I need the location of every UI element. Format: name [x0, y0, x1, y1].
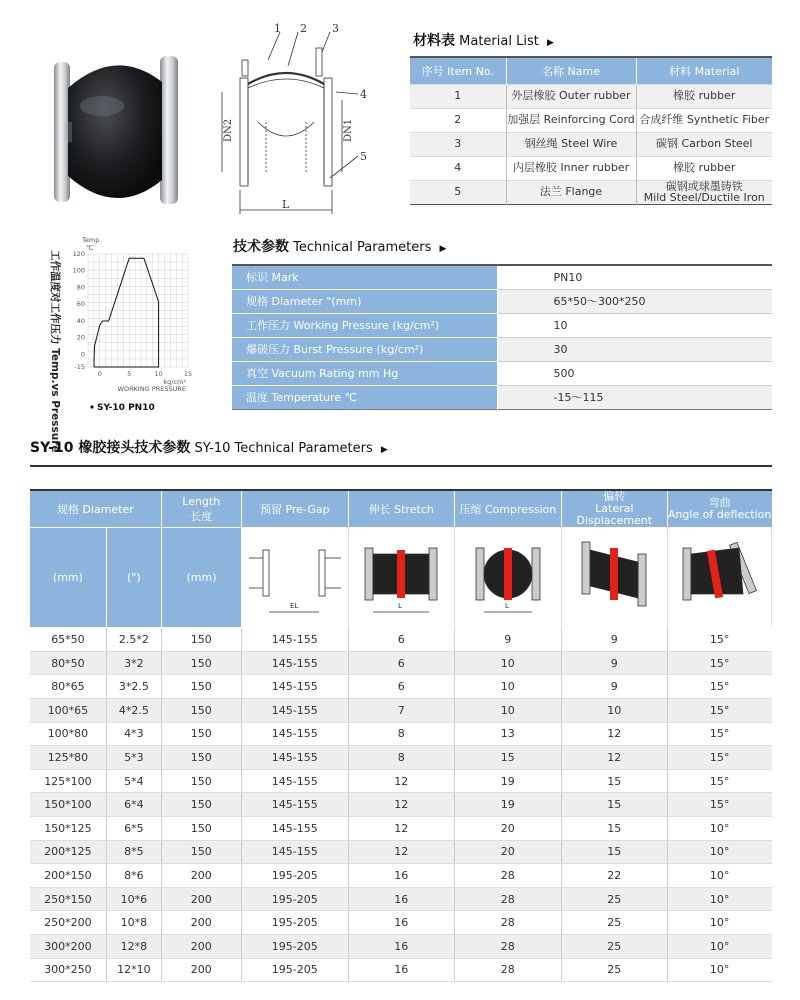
material-header-item: 序号 Item No. [410, 57, 506, 84]
table-cell: 150 [161, 628, 241, 652]
table-row [30, 722, 772, 746]
tech-row [232, 361, 772, 385]
material-table [410, 56, 772, 205]
sy10-title [30, 437, 388, 457]
stretch-diagram-cell [348, 528, 454, 628]
table-row [30, 935, 772, 959]
table-cell: 10 [454, 699, 561, 723]
table-cell: 195-205 [241, 958, 348, 982]
table-cell: 15° [667, 675, 771, 699]
table-cell: 150 [161, 793, 241, 817]
tech-row [232, 385, 772, 409]
table-cell: 15° [667, 628, 771, 652]
table-cell: 145-155 [241, 699, 348, 723]
table-cell: 100*80 [30, 722, 106, 746]
table-cell: 5*4 [106, 769, 161, 793]
material-cell: 内层橡胶 Inner rubber [506, 156, 636, 180]
table-cell: 6*4 [106, 793, 161, 817]
table-row [30, 651, 772, 675]
table-row [30, 746, 772, 770]
header-length-en: Length [182, 494, 221, 508]
table-cell: 9 [454, 628, 561, 652]
unit-length: (mm) [161, 528, 241, 628]
table-cell: 28 [454, 887, 561, 911]
triangle-arrow-icon: ▶ [439, 244, 447, 254]
table-cell: 10 [454, 675, 561, 699]
material-row [410, 132, 772, 156]
sy10-table [30, 489, 772, 982]
header-length-cn: 长度 [190, 509, 213, 523]
compression-diagram-cell [454, 528, 561, 628]
table-cell: 10° [667, 935, 771, 959]
table-cell: 150 [161, 840, 241, 864]
table-cell: 20 [454, 840, 561, 864]
y-tick-label: 80 [76, 283, 85, 292]
sy10-title-cn: SY-10 橡胶接头技术参数 [30, 440, 191, 456]
material-cell: 外层橡胶 Outer rubber [506, 84, 636, 108]
material-cell: 碳钢 Carbon Steel [636, 132, 772, 156]
tech-key: 温度 Temperature ℃ [232, 385, 497, 409]
header-compression: 压缩 Compression [454, 490, 561, 528]
material-cell: 2 [410, 108, 506, 132]
table-cell: 19 [454, 793, 561, 817]
table-cell: 200 [161, 864, 241, 888]
tech-value: PN10 [497, 265, 772, 289]
table-cell: 150 [161, 769, 241, 793]
table-row [30, 675, 772, 699]
table-cell: 250*200 [30, 911, 106, 935]
tech-row [232, 265, 772, 289]
y-axis-unit: ℃ [86, 244, 94, 252]
table-cell: 16 [348, 887, 454, 911]
material-cell: 加强层 Reinforcing Cord [506, 108, 636, 132]
table-cell: 5*3 [106, 746, 161, 770]
y-tick-label: 100 [72, 266, 85, 275]
table-cell: 15° [667, 746, 771, 770]
tech-key: 标识 Mark [232, 265, 497, 289]
table-cell: 150 [161, 722, 241, 746]
table-cell: 9 [561, 651, 667, 675]
table-cell: 15 [561, 769, 667, 793]
table-cell: 12 [348, 840, 454, 864]
material-cell: 合成纤维 Synthetic Fiber [636, 108, 772, 132]
x-tick-label: 10 [154, 370, 163, 378]
table-cell: 6 [348, 628, 454, 652]
table-cell: 145-155 [241, 746, 348, 770]
triangle-arrow-icon: ▶ [546, 38, 554, 48]
material-row [410, 156, 772, 180]
table-cell: 8*6 [106, 864, 161, 888]
sy10-body [30, 628, 772, 982]
table-cell: 25 [561, 958, 667, 982]
header-lateral [561, 490, 667, 528]
table-cell: 150 [161, 651, 241, 675]
y-tick-label: 60 [76, 300, 85, 309]
table-cell: 25 [561, 911, 667, 935]
table-cell: 145-155 [241, 722, 348, 746]
y-axis-label: Temp [82, 236, 100, 244]
diagram-dim-dn1: DN1 [343, 118, 354, 142]
table-cell: 195-205 [241, 911, 348, 935]
material-header-row [410, 57, 772, 84]
chart-title: 工作温度对工作压力 Temp.vs Pressure [49, 250, 61, 453]
material-list-title [413, 30, 554, 50]
table-cell: 2.5*2 [106, 628, 161, 652]
table-cell: 100*65 [30, 699, 106, 723]
diagram-label-3: 3 [332, 22, 339, 35]
table-cell: 15° [667, 651, 771, 675]
tech-title [233, 236, 446, 256]
diagram-label-5: 5 [360, 150, 367, 163]
table-cell: 150 [161, 817, 241, 841]
y-tick-label: 120 [72, 250, 85, 258]
diagram-label-2: 2 [300, 22, 307, 35]
table-cell: 80*65 [30, 675, 106, 699]
tech-value: 30 [497, 337, 772, 361]
tech-key: 工作压力 Working Pressure (kg/cm²) [232, 313, 497, 337]
table-cell: 20 [454, 817, 561, 841]
section-drawing [218, 22, 386, 222]
table-cell: 145-155 [241, 651, 348, 675]
compression-diagram [458, 528, 558, 624]
table-cell: 28 [454, 958, 561, 982]
y-tick-label: 20 [76, 333, 85, 342]
angle-diagram [669, 528, 769, 624]
tech-key: 爆破压力 Burst Pressure (kg/cm²) [232, 337, 497, 361]
table-row [30, 958, 772, 982]
table-cell: 200 [161, 911, 241, 935]
triangle-arrow-icon: ▶ [380, 445, 388, 455]
table-cell: 6*5 [106, 817, 161, 841]
table-row [30, 769, 772, 793]
header-angle [667, 490, 771, 528]
material-cell: 橡胶 rubber [636, 84, 772, 108]
table-cell: 3*2.5 [106, 675, 161, 699]
table-cell: 10 [454, 651, 561, 675]
table-row [30, 793, 772, 817]
header-lateral-cn: 偏转 [603, 490, 626, 503]
table-cell: 125*80 [30, 746, 106, 770]
diagram-label-4: 4 [360, 88, 367, 101]
x-tick-label: 5 [127, 370, 132, 378]
sy10-rule [30, 465, 772, 467]
tech-value: 500 [497, 361, 772, 385]
table-cell: 16 [348, 958, 454, 982]
table-cell: 12 [561, 722, 667, 746]
header-length [161, 490, 241, 528]
table-cell: 200 [161, 935, 241, 959]
material-cell: 4 [410, 156, 506, 180]
table-cell: 15 [561, 840, 667, 864]
sy10-header-row [30, 490, 772, 528]
compression-l-label: L [504, 602, 509, 611]
pregap-diagram-cell [241, 528, 348, 628]
material-row [410, 108, 772, 132]
tech-title-en: Technical Parameters [293, 240, 432, 255]
table-cell: 15° [667, 769, 771, 793]
temp-pressure-chart [62, 232, 212, 413]
table-cell: 10° [667, 817, 771, 841]
material-cell: 橡胶 rubber [636, 156, 772, 180]
table-cell: 15° [667, 793, 771, 817]
table-row [30, 699, 772, 723]
table-cell: 195-205 [241, 935, 348, 959]
material-cell-line2: Mild Steel/Ductile Iron [643, 191, 765, 205]
pregap-el-label: EL [289, 602, 299, 611]
table-cell: 200*125 [30, 840, 106, 864]
material-cell: 钢丝绳 Steel Wire [506, 132, 636, 156]
table-cell: 25 [561, 935, 667, 959]
header-angle-cn: 弯曲 [708, 496, 731, 510]
diagram-label-1: 1 [274, 22, 281, 35]
table-cell: 145-155 [241, 769, 348, 793]
table-cell: 15 [454, 746, 561, 770]
table-cell: 7 [348, 699, 454, 723]
table-cell: 145-155 [241, 628, 348, 652]
table-cell: 150 [161, 746, 241, 770]
x-axis-label: WORKING PRESSURE [117, 385, 186, 393]
table-cell: 65*50 [30, 628, 106, 652]
table-cell: 145-155 [241, 817, 348, 841]
table-cell: 6 [348, 675, 454, 699]
table-cell: 4*2.5 [106, 699, 161, 723]
material-title-cn: 材料表 [413, 33, 455, 49]
material-header-material: 材料 Material [636, 57, 772, 84]
table-cell: 16 [348, 911, 454, 935]
pregap-diagram [245, 528, 345, 624]
chart-title-vertical [24, 248, 61, 453]
table-cell: 150 [161, 699, 241, 723]
header-diameter: 规格 Diameter [30, 490, 161, 528]
table-cell: 250*150 [30, 887, 106, 911]
lateral-diagram-cell [561, 528, 667, 628]
table-cell: 22 [561, 864, 667, 888]
table-cell: 10*6 [106, 887, 161, 911]
table-cell: 28 [454, 935, 561, 959]
header-pregap: 预留 Pre-Gap [241, 490, 348, 528]
tech-title-cn: 技术参数 [233, 239, 289, 255]
tech-key: 规格 Diameter "(mm) [232, 289, 497, 313]
table-cell: 3*2 [106, 651, 161, 675]
tech-value: 10 [497, 313, 772, 337]
unit-mm: (mm) [30, 528, 106, 628]
material-cell: 法兰 Flange [506, 180, 636, 204]
table-cell: 9 [561, 628, 667, 652]
table-cell: 19 [454, 769, 561, 793]
lateral-diagram [564, 528, 664, 624]
table-cell: 15 [561, 793, 667, 817]
table-cell: 15° [667, 699, 771, 723]
material-cell-line1: 碳钢或球墨铸铁 [665, 179, 743, 193]
table-row [30, 628, 772, 652]
table-cell: 25 [561, 887, 667, 911]
table-cell: 28 [454, 864, 561, 888]
table-cell: 15 [561, 817, 667, 841]
table-cell: 12*8 [106, 935, 161, 959]
table-cell: 15° [667, 722, 771, 746]
stretch-diagram [351, 528, 451, 624]
y-tick-label: -15 [74, 363, 85, 371]
material-row [410, 84, 772, 108]
table-cell: 200 [161, 958, 241, 982]
angle-diagram-cell [667, 528, 771, 628]
table-cell: 10° [667, 958, 771, 982]
table-cell: 195-205 [241, 887, 348, 911]
material-cell: 3 [410, 132, 506, 156]
tech-key: 真空 Vacuum Rating mm Hg [232, 361, 497, 385]
table-cell: 300*200 [30, 935, 106, 959]
legend-label: SY-10 PN10 [97, 403, 155, 413]
table-cell: 6 [348, 651, 454, 675]
table-cell: 12*10 [106, 958, 161, 982]
table-cell: 10° [667, 864, 771, 888]
tech-value: 65*50～300*250 [497, 289, 772, 313]
table-cell: 8 [348, 722, 454, 746]
material-row [410, 180, 772, 204]
table-cell: 10° [667, 887, 771, 911]
table-cell: 10° [667, 840, 771, 864]
y-tick-label: 40 [76, 316, 85, 325]
table-row [30, 911, 772, 935]
table-cell: 10 [561, 699, 667, 723]
table-cell: 4*3 [106, 722, 161, 746]
x-tick-label: 0 [97, 370, 102, 378]
material-title-en: Material List [459, 34, 539, 49]
header-stretch: 伸长 Stretch [348, 490, 454, 528]
material-cell: 1 [410, 84, 506, 108]
table-cell: 16 [348, 935, 454, 959]
table-cell: 145-155 [241, 675, 348, 699]
legend-bullet [90, 405, 93, 408]
table-cell: 150*125 [30, 817, 106, 841]
table-cell: 12 [348, 793, 454, 817]
table-cell: 145-155 [241, 793, 348, 817]
product-photo [44, 52, 188, 212]
table-cell: 8 [348, 746, 454, 770]
table-cell: 28 [454, 911, 561, 935]
diagram-dim-length: L [282, 198, 290, 211]
table-cell: 125*100 [30, 769, 106, 793]
material-header-name: 名称 Name [506, 57, 636, 84]
table-cell: 13 [454, 722, 561, 746]
table-cell: 10° [667, 911, 771, 935]
y-tick-label: 0 [80, 350, 85, 359]
table-cell: 8*5 [106, 840, 161, 864]
tech-value: -15～115 [497, 385, 772, 409]
table-cell: 80*50 [30, 651, 106, 675]
table-cell: 16 [348, 864, 454, 888]
unit-inch: (") [106, 528, 161, 628]
tech-row [232, 337, 772, 361]
material-cell: 5 [410, 180, 506, 204]
table-cell: 10*8 [106, 911, 161, 935]
table-cell: 12 [561, 746, 667, 770]
table-cell: 195-205 [241, 864, 348, 888]
table-cell: 9 [561, 675, 667, 699]
table-cell: 12 [348, 817, 454, 841]
table-cell: 200*150 [30, 864, 106, 888]
stretch-l-label: L [398, 602, 403, 611]
table-row [30, 864, 772, 888]
sy10-title-en: SY-10 Technical Parameters [194, 441, 373, 456]
table-row [30, 817, 772, 841]
tech-row [232, 289, 772, 313]
x-tick-label: 15 [183, 370, 193, 378]
table-cell: 300*250 [30, 958, 106, 982]
table-cell: 12 [348, 769, 454, 793]
table-cell: 145-155 [241, 840, 348, 864]
table-cell: 150 [161, 675, 241, 699]
tech-row [232, 313, 772, 337]
header-lateral-en: Lateral Displacement [576, 502, 653, 528]
x-axis-unit: kg/cm² [163, 378, 186, 386]
tech-params-table [232, 264, 772, 410]
material-cell [636, 180, 772, 204]
table-cell: 200 [161, 887, 241, 911]
table-cell: 150*100 [30, 793, 106, 817]
table-row [30, 887, 772, 911]
table-row [30, 840, 772, 864]
header-angle-en: Angle of deflection [667, 508, 772, 522]
diagram-dim-dn2: DN2 [223, 118, 234, 142]
